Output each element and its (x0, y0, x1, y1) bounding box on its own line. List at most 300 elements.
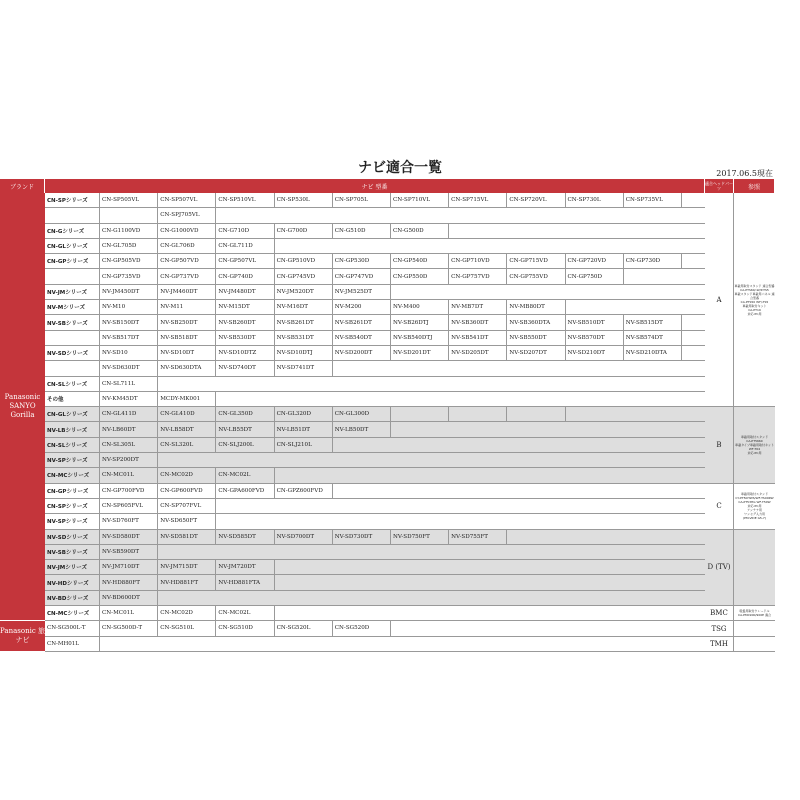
model-cell (624, 224, 682, 238)
model-cell (624, 300, 682, 314)
model-cell: CN-MC01L (100, 468, 158, 482)
model-cell: NV-M16DT (275, 300, 333, 314)
reference-note (734, 530, 775, 607)
table-row (100, 499, 705, 514)
model-cell (391, 285, 449, 299)
model-column (100, 193, 705, 652)
model-cell: NV-M10 (100, 300, 158, 314)
model-cell (624, 637, 682, 651)
model-cell: NV-SB261DT (333, 315, 391, 329)
table-row (100, 239, 705, 254)
series-label: CN-GLシリーズ (45, 407, 100, 422)
model-cell (449, 392, 507, 406)
model-cell: NV-SB518DT (158, 331, 216, 345)
model-cell (275, 392, 333, 406)
model-cell: CN-G1000VD (158, 224, 216, 238)
model-cell: NV-SD580DT (100, 530, 158, 544)
model-cell: CN-SLJ200L (216, 438, 274, 452)
model-cell: NV-SD205DT (449, 346, 507, 360)
model-cell (507, 545, 565, 559)
model-cell (333, 239, 391, 253)
series-label: NV-SPシリーズ (45, 453, 100, 468)
table-header (0, 179, 775, 193)
model-cell (275, 453, 333, 467)
model-cell (624, 575, 682, 589)
model-cell: CN-SP505VL (100, 193, 158, 207)
reference-line: CA-PT53HG WF-T50W (738, 500, 771, 505)
table-row (100, 545, 705, 560)
model-cell: NV-LB50DT (333, 422, 391, 436)
model-cell (624, 239, 682, 253)
model-cell (507, 239, 565, 253)
model-cell (507, 621, 565, 635)
model-cell (449, 484, 507, 498)
table-row (100, 560, 705, 575)
model-cell (333, 560, 391, 574)
reference-note (734, 621, 775, 636)
reference-line: 対応:PC用 (747, 450, 762, 455)
model-cell (449, 208, 507, 222)
header-group: 適合ヘッドパーツ (705, 181, 733, 191)
model-cell (566, 499, 624, 513)
model-cell: NV-KM45DT (100, 392, 158, 406)
reference-line: 吸盤用取付クレードル (739, 609, 770, 614)
model-cell (507, 530, 565, 544)
model-cell: NV-SP200DT (100, 453, 158, 467)
table-row (100, 575, 705, 590)
model-cell: NV-SB517DT (100, 331, 158, 345)
model-cell (624, 269, 682, 283)
table-row (100, 484, 705, 499)
model-cell: CN-SP705L (333, 193, 391, 207)
header-brand: ブランド (0, 179, 45, 193)
model-cell: MCDY-MK001 (158, 392, 216, 406)
model-cell: CN-GP747VD (333, 269, 391, 283)
model-cell (391, 239, 449, 253)
model-cell: NV-SB590DT (100, 545, 158, 559)
model-cell (275, 637, 333, 651)
model-cell (333, 361, 391, 375)
brand-label: Panasonic SANYO Gorilla (0, 193, 45, 621)
model-cell: NV-SD10 (100, 346, 158, 360)
reference-line: アンテナ用 (747, 508, 762, 513)
reference-line: CA-PTS50 WF/-TS5 (740, 299, 769, 304)
model-cell (391, 606, 449, 620)
model-cell: CN-GP757VD (449, 269, 507, 283)
model-cell (507, 453, 565, 467)
model-cell: NV-JM450DT (100, 285, 158, 299)
model-cell: CN-GL706D (158, 239, 216, 253)
model-cell (333, 438, 391, 452)
series-label: CN-GLシリーズ (45, 239, 100, 254)
model-cell (566, 621, 624, 635)
model-cell: NV-SD630DTA (158, 361, 216, 375)
model-cell (566, 606, 624, 620)
model-cell (333, 575, 391, 589)
model-cell: CN-MC02D (158, 468, 216, 482)
model-cell: NV-SD755FT (449, 530, 507, 544)
model-cell: CN-GP730D (624, 254, 682, 268)
series-label: CN-MCシリーズ (45, 468, 100, 483)
group-label: TSG (705, 621, 734, 636)
model-cell: NV-SB531DT (275, 331, 333, 345)
model-cell (507, 285, 565, 299)
model-cell (100, 637, 158, 651)
header-model: ナビ 型番 (45, 179, 705, 193)
model-cell (449, 591, 507, 605)
model-cell: CN-GP550D (391, 269, 449, 283)
model-cell: CN-GL411D (100, 407, 158, 421)
model-cell (391, 361, 449, 375)
model-cell: NV-SB26DTJ (391, 315, 449, 329)
model-cell: NV-SD210DTA (624, 346, 682, 360)
reference-line: 車載スタンド車載用パネル 適合型番 (734, 291, 775, 300)
series-label: NV-JMシリーズ (45, 285, 100, 300)
model-cell: NV-SB510DT (566, 315, 624, 329)
model-cell (449, 468, 507, 482)
model-cell: NV-HD881FT (158, 575, 216, 589)
group-label: TMH (705, 637, 734, 652)
model-cell (216, 208, 274, 222)
model-cell (275, 499, 333, 513)
model-cell (391, 453, 449, 467)
model-cell (391, 422, 449, 436)
series-column (45, 193, 100, 652)
series-label: NV-SDシリーズ (45, 530, 100, 545)
model-cell: CN-GP507VL (216, 254, 274, 268)
model-cell (449, 545, 507, 559)
model-cell: NV-SB150DT (100, 315, 158, 329)
model-cell (566, 545, 624, 559)
table-row (100, 377, 705, 392)
model-cell (333, 606, 391, 620)
model-cell (624, 560, 682, 574)
model-cell: CN-SLJ210L (275, 438, 333, 452)
series-label: NV-BDシリーズ (45, 591, 100, 606)
model-cell: CN-MC01L (100, 606, 158, 620)
model-cell: NV-SB360DT (449, 315, 507, 329)
group-label: D (TV) (705, 530, 734, 607)
model-cell: CN-SP507VL (158, 193, 216, 207)
model-cell (566, 407, 624, 421)
model-cell: CN-MC02L (216, 468, 274, 482)
model-cell: NV-MB80DT (507, 300, 565, 314)
table-row (100, 208, 705, 223)
model-cell (449, 606, 507, 620)
model-cell: CN-SL711L (100, 377, 158, 391)
table-row (100, 530, 705, 545)
reference-line: CA-PTS60/-W/P-TS5 (740, 287, 769, 292)
model-cell: CN-GL711D (216, 239, 274, 253)
model-cell: NV-LB60DT (100, 422, 158, 436)
model-cell (624, 591, 682, 605)
model-cell: NV-M200 (333, 300, 391, 314)
model-cell (507, 438, 565, 452)
series-label: CN-SPシリーズ (45, 193, 100, 208)
model-cell (624, 407, 682, 421)
model-cell (566, 591, 624, 605)
model-cell (216, 514, 274, 528)
model-cell: CN-GP710VD (449, 254, 507, 268)
model-cell (275, 545, 333, 559)
group-label: B (705, 407, 734, 484)
model-cell (216, 591, 274, 605)
model-cell: CN-GPZ600FVD (275, 484, 333, 498)
model-cell: CN-SP715VL (449, 193, 507, 207)
model-cell: NV-JM480DT (216, 285, 274, 299)
reference-line: CA-PT5660 (746, 438, 763, 443)
series-label: CN-GPシリーズ (45, 254, 100, 269)
model-cell (624, 208, 682, 222)
brand-column (0, 193, 45, 652)
model-cell (391, 499, 449, 513)
model-cell: NV-SD750FT (391, 530, 449, 544)
model-cell (449, 453, 507, 467)
model-cell: CN-SG510D (216, 621, 274, 635)
model-cell: CN-SG520L (275, 621, 333, 635)
model-cell (275, 377, 333, 391)
model-cell: CN-GP735VD (100, 269, 158, 283)
series-label: CN-Gシリーズ (45, 224, 100, 239)
series-label: CN-GPシリーズ (45, 484, 100, 499)
compatibility-table (0, 179, 775, 652)
model-cell: CN-GP737VD (158, 269, 216, 283)
model-cell (391, 407, 449, 421)
model-cell: CN-GP755VD (507, 269, 565, 283)
model-cell: NV-SD200DT (333, 346, 391, 360)
model-cell: NV-SD585DT (216, 530, 274, 544)
model-cell: NV-JM525DT (333, 285, 391, 299)
reference-note (734, 193, 775, 407)
model-cell: NV-SB250DT (158, 315, 216, 329)
model-cell: NV-SB540DT (333, 331, 391, 345)
model-cell: NV-SD207DT (507, 346, 565, 360)
table-row (100, 361, 705, 376)
model-cell (624, 285, 682, 299)
series-label: CN-SG500L-T (45, 621, 100, 636)
model-cell: NV-HD881FTA (216, 575, 274, 589)
model-cell: CN-SG500D-T (100, 621, 158, 635)
model-cell: NV-SB574DT (624, 331, 682, 345)
model-cell (566, 285, 624, 299)
model-cell: CN-SL305L (100, 438, 158, 452)
model-cell (566, 438, 624, 452)
model-cell: CN-GP720VD (566, 254, 624, 268)
model-cell (333, 392, 391, 406)
model-cell (158, 591, 216, 605)
model-cell (391, 468, 449, 482)
model-cell: NV-SB570DT (566, 331, 624, 345)
model-cell (624, 438, 682, 452)
reference-line: 車載タイプ車載用取付キット (735, 442, 774, 447)
model-cell: CN-GP715VD (507, 254, 565, 268)
model-cell: CN-GP745VD (275, 269, 333, 283)
reference-line: 対応:PC用 (747, 311, 762, 316)
model-cell: NV-SD630DT (100, 361, 158, 375)
model-cell: NV-JM710DT (100, 560, 158, 574)
model-cell (507, 575, 565, 589)
model-cell: CN-SL320L (158, 438, 216, 452)
model-cell (391, 575, 449, 589)
reference-note (734, 606, 775, 621)
model-cell (449, 422, 507, 436)
model-cell: NV-LB51DT (275, 422, 333, 436)
model-cell (566, 484, 624, 498)
model-cell: CN-G700D (275, 224, 333, 238)
series-label: CN-SLシリーズ (45, 438, 100, 453)
model-cell (566, 361, 624, 375)
table-row (100, 453, 705, 468)
reference-line: 対応:PC用 (747, 504, 762, 509)
model-cell (216, 637, 274, 651)
reference-line: 車載用取付スタンド 適合型番 (734, 283, 775, 288)
model-cell: NV-SD700DT (275, 530, 333, 544)
model-cell: CN-G710D (216, 224, 274, 238)
model-cell (449, 377, 507, 391)
model-cell (507, 484, 565, 498)
model-cell (275, 514, 333, 528)
model-cell (566, 530, 624, 544)
header-ref: 参照 (734, 179, 775, 193)
table-row (100, 315, 705, 330)
model-cell (100, 208, 158, 222)
model-cell (391, 377, 449, 391)
model-cell (624, 545, 682, 559)
reference-note (734, 407, 775, 484)
model-cell: NV-MB7DT (449, 300, 507, 314)
model-cell: CN-SP735VL (624, 193, 682, 207)
model-cell (566, 560, 624, 574)
table-row (100, 621, 705, 636)
model-cell (216, 545, 274, 559)
model-cell (275, 208, 333, 222)
reference-line: ワンセグ入力用 (743, 512, 765, 517)
model-cell (566, 422, 624, 436)
model-cell: CN-SP730L (566, 193, 624, 207)
table-row (100, 193, 705, 208)
model-cell (624, 468, 682, 482)
model-cell (507, 560, 565, 574)
model-cell (333, 208, 391, 222)
group-label: C (705, 484, 734, 530)
model-cell (507, 422, 565, 436)
model-cell: NV-SD10DTJ (275, 346, 333, 360)
model-cell (566, 514, 624, 528)
table-row (100, 269, 705, 284)
model-cell (391, 392, 449, 406)
model-cell (507, 377, 565, 391)
model-cell (624, 453, 682, 467)
model-cell: CN-GL705D (100, 239, 158, 253)
reference-line: 車載用取付キット (742, 303, 767, 308)
series-label: CN-SLシリーズ (45, 377, 100, 392)
model-cell (624, 530, 682, 544)
table-row (100, 407, 705, 422)
model-cell (449, 438, 507, 452)
series-label: NV-HDシリーズ (45, 575, 100, 590)
series-label: NV-SDシリーズ (45, 346, 100, 361)
model-cell: CN-SP710VL (391, 193, 449, 207)
model-cell: NV-JM460DT (158, 285, 216, 299)
group-label: BMC (705, 606, 734, 621)
model-cell (333, 545, 391, 559)
model-cell (507, 499, 565, 513)
model-cell (624, 514, 682, 528)
model-cell (158, 545, 216, 559)
model-cell (507, 514, 565, 528)
table-row (100, 438, 705, 453)
model-cell: NV-SB540DTJ (391, 331, 449, 345)
reference-note (734, 484, 775, 530)
model-cell (449, 621, 507, 635)
model-cell (391, 621, 449, 635)
table-row (100, 392, 705, 407)
reference-line: CA-PMC900/900E 適合 (738, 613, 771, 618)
model-cell: NV-JM720DT (216, 560, 274, 574)
model-cell (449, 575, 507, 589)
model-cell (624, 392, 682, 406)
model-cell (333, 484, 391, 498)
model-cell: CN-SP605FVL (100, 499, 158, 513)
model-cell (216, 392, 274, 406)
model-cell: CN-GP507VD (158, 254, 216, 268)
model-cell (333, 468, 391, 482)
model-cell (391, 208, 449, 222)
model-cell: NV-SB541DT (449, 331, 507, 345)
model-cell (275, 560, 333, 574)
model-cell (391, 637, 449, 651)
model-cell (449, 499, 507, 513)
model-cell: NV-SD730DT (333, 530, 391, 544)
series-label (45, 208, 100, 223)
model-cell (216, 453, 274, 467)
model-cell: NV-LB55DT (216, 422, 274, 436)
model-cell: CN-GP700FVD (100, 484, 158, 498)
model-cell (449, 224, 507, 238)
model-cell (333, 453, 391, 467)
model-cell: NV-SD10DT (158, 346, 216, 360)
group-label: A (705, 193, 734, 407)
reference-line: WF-T04 (748, 446, 761, 451)
model-cell (391, 560, 449, 574)
group-column (705, 193, 734, 652)
model-cell: CN-GP530D (333, 254, 391, 268)
model-cell (507, 591, 565, 605)
table-row (100, 637, 705, 652)
model-cell: NV-M400 (391, 300, 449, 314)
table-row (100, 285, 705, 300)
model-cell (624, 361, 682, 375)
model-cell (566, 637, 624, 651)
series-label: NV-SBシリーズ (45, 315, 100, 330)
model-cell: CN-SPJ705VL (158, 208, 216, 222)
model-cell (449, 361, 507, 375)
date-label: 2017.06.5現在 (716, 169, 773, 178)
reference-note (734, 637, 775, 652)
model-cell: CN-GP505VD (100, 254, 158, 268)
model-cell: CN-SP720VL (507, 193, 565, 207)
model-cell: NV-M11 (158, 300, 216, 314)
model-cell (391, 514, 449, 528)
model-cell (449, 407, 507, 421)
model-cell (624, 621, 682, 635)
model-cell (275, 606, 333, 620)
model-cell (275, 575, 333, 589)
model-cell: NV-SD210DT (566, 346, 624, 360)
model-cell: NV-BD600DT (100, 591, 158, 605)
model-cell (275, 591, 333, 605)
model-cell (507, 361, 565, 375)
